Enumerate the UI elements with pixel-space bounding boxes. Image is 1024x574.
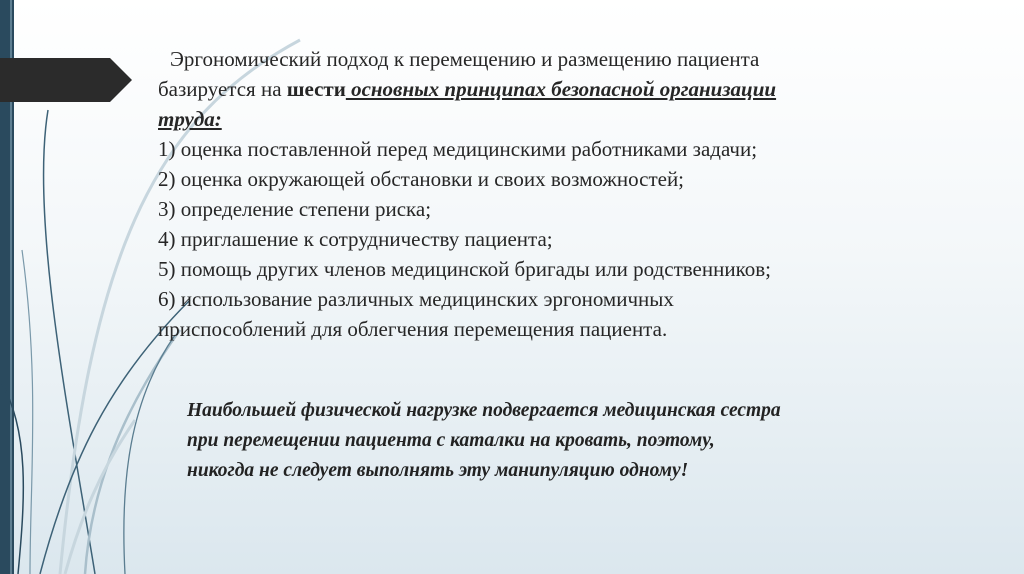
principle-1: 1) оценка поставленной перед медицинскими работниками задачи; <box>158 137 758 161</box>
main-text-block <box>158 44 958 344</box>
intro-line-1: Эргономический подход к перемещению и размещению пациента <box>170 47 760 71</box>
principle-6-continued: приспособлений для облегчения перемещения пациента. <box>158 317 668 341</box>
intro-bold-word: шести <box>286 77 346 101</box>
principle-5: 5) помощь других членов медицинской бригады или родственников; <box>158 257 771 281</box>
intro-line-3 <box>158 104 958 134</box>
note-line-1: Наибольшей физической нагрузке подвергается медицинская сестра <box>187 400 781 421</box>
principle-3: 3) определение степени риска; <box>158 197 432 221</box>
principle-2: 2) оценка окружающей обстановки и своих возможностей; <box>158 167 685 191</box>
title-arrow-tab <box>0 58 132 102</box>
warning-note <box>187 396 947 486</box>
principle-6: 6) использование различных медицинских эргономичных <box>158 287 674 311</box>
intro-emphasis-end: труда: <box>158 107 222 131</box>
intro-emphasis: основных принципах безопасной организации <box>345 77 777 101</box>
note-line-2: при перемещении пациента с каталки на кровать, поэтому, <box>187 430 715 451</box>
intro-line-2 <box>158 74 958 104</box>
principle-4: 4) приглашение к сотрудничеству пациента; <box>158 227 553 251</box>
note-line-3: никогда не следует выполнять эту манипуляцию одному! <box>187 460 689 481</box>
intro-prefix: базируется на <box>158 77 287 101</box>
